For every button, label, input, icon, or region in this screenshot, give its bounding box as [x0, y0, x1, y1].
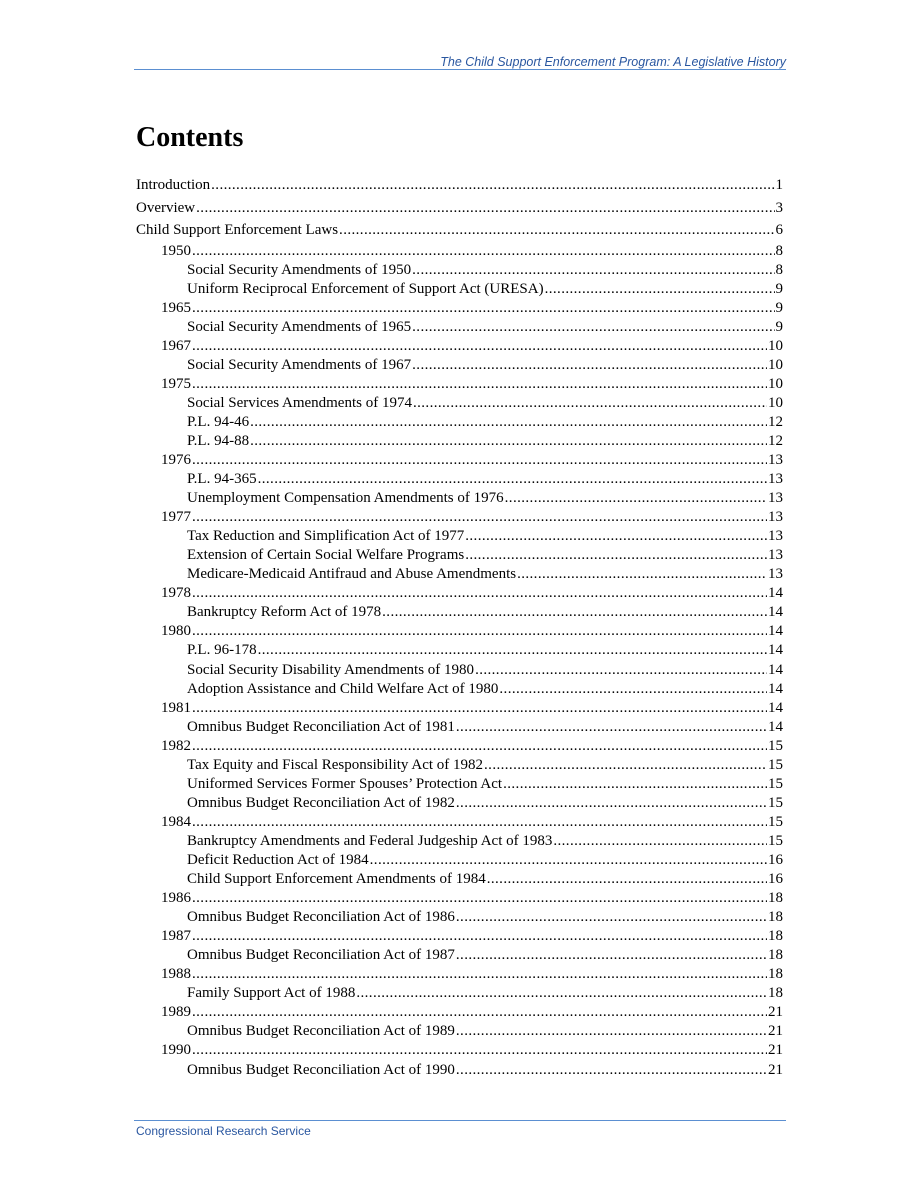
toc-entry-page-number: 13: [768, 528, 783, 545]
toc-entry[interactable]: [136, 508, 783, 527]
toc-entry-label: Social Security Amendments of 1965: [187, 318, 412, 335]
toc-entry-page-number: 12: [768, 413, 783, 430]
toc-entry-label: 1988: [161, 966, 191, 983]
toc-entry-label: Omnibus Budget Reconciliation Act of 1981: [187, 718, 455, 735]
toc-entry-page-number: 16: [768, 852, 783, 868]
toc-entry[interactable]: [136, 489, 783, 508]
toc-dot-leader: [412, 261, 774, 280]
toc-entry-label: Deficit Reduction Act of 1984: [187, 852, 369, 868]
toc-entry[interactable]: [136, 984, 783, 1003]
toc-dot-leader: [503, 775, 767, 794]
toc-entry-label: Overview: [136, 199, 196, 216]
toc-entry-page-number: 14: [768, 718, 783, 735]
toc-dot-leader: [505, 489, 767, 508]
toc-entry-page-number: 18: [768, 985, 783, 1002]
toc-entry-label: Omnibus Budget Reconciliation Act of 1989: [187, 1023, 455, 1040]
toc-dot-leader: [370, 851, 767, 870]
table-of-contents: [136, 174, 783, 1080]
toc-dot-leader: [456, 946, 767, 965]
toc-dot-leader: [499, 680, 767, 699]
toc-entry-label: 1984: [161, 813, 191, 830]
toc-entry[interactable]: [136, 584, 783, 603]
toc-entry-label: 1977: [161, 509, 191, 526]
toc-entry[interactable]: [136, 680, 783, 699]
toc-entry[interactable]: [136, 1061, 783, 1080]
toc-entry-label: Bankruptcy Reform Act of 1978: [187, 604, 382, 621]
toc-entry-page-number: 21: [768, 1042, 783, 1059]
toc-entry[interactable]: [136, 394, 783, 413]
header-divider: [134, 69, 786, 70]
toc-dot-leader: [196, 197, 774, 220]
toc-entry-label: 1990: [161, 1042, 191, 1059]
toc-entry-page-number: 9: [775, 280, 783, 297]
toc-entry-page-number: 13: [768, 509, 783, 526]
toc-entry[interactable]: [136, 737, 783, 756]
toc-entry-label: P.L. 94-88: [187, 432, 250, 449]
toc-entry-label: Child Support Enforcement Amendments of 1984: [187, 871, 486, 888]
toc-dot-leader: [545, 280, 775, 299]
toc-entry[interactable]: [136, 318, 783, 337]
toc-entry-label: Tax Equity and Fiscal Responsibility Act of 1982: [187, 756, 484, 773]
running-header: The Child Support Enforcement Program: A Legislative History: [440, 55, 786, 69]
toc-dot-leader: [356, 984, 767, 1003]
toc-entry-page-number: 13: [768, 452, 783, 469]
toc-entry[interactable]: [136, 375, 783, 394]
toc-entry-label: Social Security Amendments of 1950: [187, 261, 412, 278]
footer-divider: [134, 1120, 786, 1121]
toc-dot-leader: [192, 242, 775, 261]
toc-entry[interactable]: [136, 1003, 783, 1022]
toc-entry-page-number: 9: [775, 318, 783, 335]
toc-entry-label: Bankruptcy Amendments and Federal Judgeship Act of 1983: [187, 832, 553, 849]
toc-entry-label: 1967: [161, 337, 191, 354]
toc-entry-page-number: 14: [768, 680, 783, 697]
toc-entry[interactable]: [136, 546, 783, 565]
toc-entry-label: Adoption Assistance and Child Welfare Act of 1980: [187, 680, 499, 697]
toc-entry-label: 1975: [161, 375, 191, 392]
toc-entry[interactable]: [136, 870, 783, 889]
toc-entry-page-number: 14: [768, 642, 783, 659]
toc-entry-label: 1976: [161, 452, 191, 469]
toc-entry[interactable]: [136, 927, 783, 946]
toc-entry[interactable]: [136, 337, 783, 356]
toc-dot-leader: [192, 584, 767, 603]
toc-entry[interactable]: [136, 280, 783, 299]
toc-entry[interactable]: [136, 775, 783, 794]
toc-entry-page-number: 14: [768, 604, 783, 621]
toc-entry-label: Social Services Amendments of 1974: [187, 394, 412, 411]
toc-dot-leader: [456, 908, 767, 927]
toc-dot-leader: [456, 794, 767, 813]
toc-entry-label: 1980: [161, 623, 191, 640]
toc-entry[interactable]: [136, 699, 783, 718]
toc-entry-label: 1982: [161, 737, 191, 754]
toc-entry-page-number: 16: [768, 871, 783, 888]
toc-entry-page-number: 15: [768, 756, 783, 773]
toc-entry-label: Omnibus Budget Reconciliation Act of 1987: [187, 947, 455, 964]
toc-entry[interactable]: [136, 889, 783, 908]
toc-entry-label: Child Support Enforcement Laws: [136, 222, 339, 238]
toc-entry-label: Social Security Disability Amendments of 1980: [187, 661, 475, 678]
toc-entry-label: Uniformed Services Former Spouses’ Protection Act: [187, 775, 503, 792]
toc-entry-page-number: 13: [768, 566, 783, 583]
toc-dot-leader: [250, 432, 767, 451]
toc-entry-label: P.L. 96-178: [187, 642, 257, 659]
toc-entry-page-number: 14: [768, 661, 783, 678]
toc-dot-leader: [192, 1041, 767, 1060]
toc-entry[interactable]: [136, 661, 783, 680]
toc-dot-leader: [192, 889, 767, 908]
toc-entry-label: Family Support Act of 1988: [187, 985, 356, 1002]
toc-dot-leader: [382, 603, 767, 622]
toc-entry[interactable]: [136, 470, 783, 489]
toc-entry[interactable]: [136, 242, 783, 261]
toc-dot-leader: [412, 318, 774, 337]
toc-entry-page-number: 21: [768, 1061, 783, 1078]
toc-entry-label: 1950: [161, 242, 191, 259]
page-title: Contents: [136, 122, 244, 153]
toc-dot-leader: [258, 470, 767, 489]
toc-entry[interactable]: [136, 603, 783, 622]
toc-entry-page-number: 15: [768, 832, 783, 849]
toc-dot-leader: [456, 718, 767, 737]
toc-dot-leader: [250, 413, 767, 432]
toc-entry[interactable]: [136, 832, 783, 851]
toc-entry[interactable]: [136, 1041, 783, 1060]
toc-entry-label: Uniform Reciprocal Enforcement of Support Act (URESA): [187, 280, 544, 297]
toc-entry[interactable]: [136, 794, 783, 813]
toc-dot-leader: [192, 299, 775, 318]
toc-entry[interactable]: [136, 451, 783, 470]
toc-entry-label: Unemployment Compensation Amendments of 1976: [187, 490, 504, 507]
toc-entry[interactable]: [136, 432, 783, 451]
toc-dot-leader: [484, 756, 767, 775]
toc-entry-page-number: 13: [768, 490, 783, 507]
toc-entry[interactable]: [136, 908, 783, 927]
toc-entry-page-number: 18: [768, 947, 783, 964]
toc-dot-leader: [475, 661, 767, 680]
toc-entry[interactable]: [136, 965, 783, 984]
toc-entry-page-number: 10: [768, 375, 783, 392]
toc-dot-leader: [192, 508, 767, 527]
toc-entry-page-number: 15: [768, 775, 783, 792]
toc-entry[interactable]: [136, 299, 783, 318]
toc-dot-leader: [456, 1022, 767, 1041]
toc-dot-leader: [192, 337, 767, 356]
toc-dot-leader: [192, 813, 767, 832]
toc-entry-label: Social Security Amendments of 1967: [187, 356, 412, 373]
toc-entry[interactable]: [136, 641, 783, 660]
toc-entry-page-number: 15: [768, 813, 783, 830]
toc-dot-leader: [192, 965, 767, 984]
toc-entry-page-number: 18: [768, 909, 783, 926]
toc-entry-page-number: 3: [775, 199, 783, 216]
toc-entry-page-number: 13: [768, 471, 783, 488]
toc-dot-leader: [192, 737, 767, 756]
toc-entry[interactable]: [136, 813, 783, 832]
toc-entry-label: 1987: [161, 928, 191, 945]
toc-entry-page-number: 6: [775, 222, 783, 238]
toc-dot-leader: [192, 622, 767, 641]
toc-dot-leader: [192, 1003, 767, 1022]
toc-entry[interactable]: [136, 565, 783, 584]
toc-entry-page-number: 21: [768, 1004, 783, 1021]
toc-dot-leader: [192, 927, 767, 946]
toc-entry-label: Introduction: [136, 177, 211, 193]
toc-entry-page-number: 21: [768, 1023, 783, 1040]
toc-entry-label: P.L. 94-365: [187, 471, 257, 488]
toc-dot-leader: [192, 451, 767, 470]
toc-dot-leader: [211, 174, 774, 197]
toc-entry[interactable]: [136, 219, 783, 242]
toc-dot-leader: [192, 375, 767, 394]
toc-entry-label: 1978: [161, 585, 191, 602]
toc-entry-page-number: 10: [768, 394, 783, 411]
toc-dot-leader: [413, 394, 767, 413]
toc-entry[interactable]: [136, 718, 783, 737]
toc-entry-label: 1981: [161, 699, 191, 716]
toc-entry-page-number: 9: [775, 299, 783, 316]
toc-entry-label: 1989: [161, 1004, 191, 1021]
toc-dot-leader: [465, 546, 767, 565]
toc-dot-leader: [553, 832, 767, 851]
toc-entry[interactable]: [136, 851, 783, 870]
footer-publisher: Congressional Research Service: [136, 1124, 311, 1138]
toc-entry-page-number: 15: [768, 737, 783, 754]
toc-entry-page-number: 8: [775, 261, 783, 278]
toc-entry[interactable]: [136, 622, 783, 641]
toc-entry[interactable]: [136, 756, 783, 775]
toc-entry-label: Omnibus Budget Reconciliation Act of 1990: [187, 1061, 455, 1078]
toc-entry-label: Extension of Certain Social Welfare Programs: [187, 547, 465, 564]
toc-entry-page-number: 10: [768, 356, 783, 373]
toc-entry-page-number: 13: [768, 547, 783, 564]
toc-entry[interactable]: [136, 946, 783, 965]
toc-dot-leader: [412, 356, 767, 375]
toc-entry-page-number: 18: [768, 966, 783, 983]
toc-dot-leader: [456, 1061, 767, 1080]
toc-entry-page-number: 18: [768, 890, 783, 907]
toc-dot-leader: [517, 565, 767, 584]
toc-dot-leader: [465, 527, 767, 546]
toc-entry-page-number: 14: [768, 623, 783, 640]
toc-entry-label: 1986: [161, 890, 191, 907]
toc-entry[interactable]: [136, 413, 783, 432]
toc-entry-label: Medicare-Medicaid Antifraud and Abuse Amendments: [187, 566, 517, 583]
toc-entry[interactable]: [136, 356, 783, 375]
toc-dot-leader: [258, 641, 767, 660]
toc-entry-page-number: 10: [768, 337, 783, 354]
toc-dot-leader: [487, 870, 767, 889]
toc-entry-page-number: 12: [768, 432, 783, 449]
toc-entry-label: P.L. 94-46: [187, 413, 250, 430]
toc-dot-leader: [339, 219, 774, 242]
toc-entry-page-number: 8: [775, 242, 783, 259]
toc-entry[interactable]: [136, 1022, 783, 1041]
toc-entry-label: Omnibus Budget Reconciliation Act of 1986: [187, 909, 455, 926]
toc-entry[interactable]: [136, 174, 783, 197]
toc-dot-leader: [192, 699, 767, 718]
toc-entry[interactable]: [136, 197, 783, 220]
toc-entry-page-number: 1: [775, 177, 783, 193]
toc-entry-page-number: 18: [768, 928, 783, 945]
toc-entry-label: Tax Reduction and Simplification Act of 1977: [187, 528, 465, 545]
toc-entry-page-number: 15: [768, 794, 783, 811]
toc-entry[interactable]: [136, 527, 783, 546]
toc-entry-page-number: 14: [768, 699, 783, 716]
toc-entry-label: Omnibus Budget Reconciliation Act of 1982: [187, 794, 455, 811]
toc-entry-label: 1965: [161, 299, 191, 316]
toc-entry-page-number: 14: [768, 585, 783, 602]
toc-entry[interactable]: [136, 261, 783, 280]
